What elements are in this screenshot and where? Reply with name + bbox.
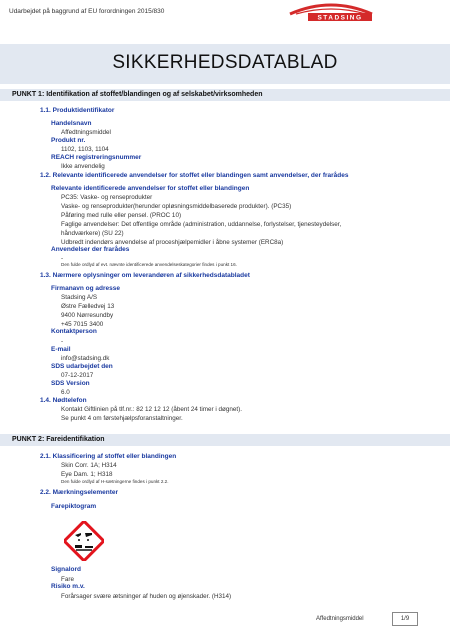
produktnr-label: Produkt nr.	[51, 137, 86, 144]
relevante-line-3: Påføring med rulle eller pensel. (PROC 10)	[61, 212, 182, 219]
relevante-line-2: Vaske- og renseprodukter(herunder opløsningsmiddelbaserede produkter). (PC35)	[61, 203, 292, 210]
fraraades-note: Den fulde ordlyd af evt. nævnte identificerede anvendelseskategorier findes i punkt 16.	[61, 262, 237, 267]
kontakt-label: Kontaktperson	[51, 328, 97, 335]
relevante-line-1: PC35: Vaske- og renseprodukter	[61, 194, 153, 201]
page-number: 1/9	[392, 612, 418, 626]
reach-label: REACH registreringsnummer	[51, 154, 142, 161]
subsection-1-4: 1.4. Nødtelefon	[40, 397, 87, 404]
signalord-label: Signalord	[51, 566, 81, 573]
firma-line-4: +45 7015 3400	[61, 321, 104, 328]
section-1-header	[0, 89, 450, 101]
nodtelefon-line-2: Se punkt 4 om førstehjælpsforanstaltninger.	[61, 415, 183, 422]
handelsnavn-label: Handelsnavn	[51, 120, 92, 127]
subsection-1-3: 1.3. Nærmere oplysninger om leverandøren af sikkerhedsdatabladet	[40, 272, 250, 279]
sds-dato-label: SDS udarbejdet den	[51, 363, 113, 370]
header-note: Udarbejdet på baggrund af EU forordningen 2015/830	[9, 8, 165, 15]
footer-product-name: Affedtningsmiddel	[316, 616, 364, 622]
firma-line-3: 9400 Nørresundby	[61, 312, 114, 319]
page-title: SIKKERHEDSDATABLAD	[112, 52, 338, 73]
corrosion-pictogram-icon	[64, 521, 104, 561]
email-label: E-mail	[51, 346, 71, 353]
relevante-label: Relevante identificerede anvendelser for stoffet eller blandingen	[51, 185, 250, 192]
klass-line-2: Eye Dam. 1; H318	[61, 471, 113, 478]
subsection-1-1: 1.1. Produktidentifikator	[40, 107, 115, 114]
reach-value: Ikke anvendelig	[61, 163, 105, 170]
sds-dato-value: 07-12-2017	[61, 372, 94, 379]
handelsnavn-value: Affedtningsmiddel	[61, 129, 111, 136]
fraraades-label: Anvendelser der frarådes	[51, 246, 130, 253]
produktnr-value: 1102, 1103, 1104	[61, 146, 109, 153]
risiko-label: Risiko m.v.	[51, 583, 85, 590]
sds-version-value: 6.0	[61, 389, 70, 396]
firma-line-1: Stadsing A/S	[61, 294, 98, 301]
fraraades-dash: -	[61, 255, 64, 262]
stadsing-logo	[286, 2, 376, 24]
firma-line-2: Østre Fælledvej 13	[61, 303, 115, 310]
section-1-title: PUNKT 1: Identifikation af stoffet/blandingen og af selskabet/virksomheden	[12, 91, 263, 98]
sds-version-label: SDS Version	[51, 380, 90, 387]
klass-note: Den fulde ordlyd af H-sætningerne findes i punkt 2.2.	[61, 479, 169, 484]
firma-label: Firmanavn og adresse	[51, 285, 120, 292]
farepiktogram-label: Farepiktogram	[51, 503, 97, 510]
brand-name: STADSING	[317, 14, 363, 22]
klass-line-1: Skin Corr. 1A; H314	[61, 462, 117, 469]
nodtelefon-line-1: Kontakt Giftlinien på tlf.nr.: 82 12 12 12 (åbent 24 timer i døgnet).	[61, 406, 242, 413]
relevante-line-5: håndværkere) (SU 22)	[61, 230, 124, 237]
subsection-2-2: 2.2. Mærkningselementer	[40, 489, 119, 496]
kontakt-value: -	[61, 338, 64, 345]
signalord-value: Fare	[61, 576, 74, 583]
subsection-1-2: 1.2. Relevante identificerede anvendelser for stoffet eller blandingen samt anvendelser, der frarådes	[40, 172, 349, 179]
section-2-header	[0, 434, 450, 446]
email-value[interactable]: info@stadsing.dk	[61, 355, 110, 362]
section-2-title: PUNKT 2: Fareidentifikation	[12, 436, 105, 443]
subsection-2-1: 2.1. Klassificering af stoffet eller blandingen	[40, 453, 177, 460]
relevante-line-4: Faglige anvendelser: Det offentlige område (administration, uddannelse, forlystelser, tjenesteydelser,	[61, 221, 342, 228]
risiko-value: Forårsager svære ætsninger af huden og øjenskader. (H314)	[61, 593, 232, 600]
relevante-line-6: Udbredt indendørs anvendelse af proceshjælpemidler i åbne systemer (ERC8a)	[61, 239, 284, 246]
